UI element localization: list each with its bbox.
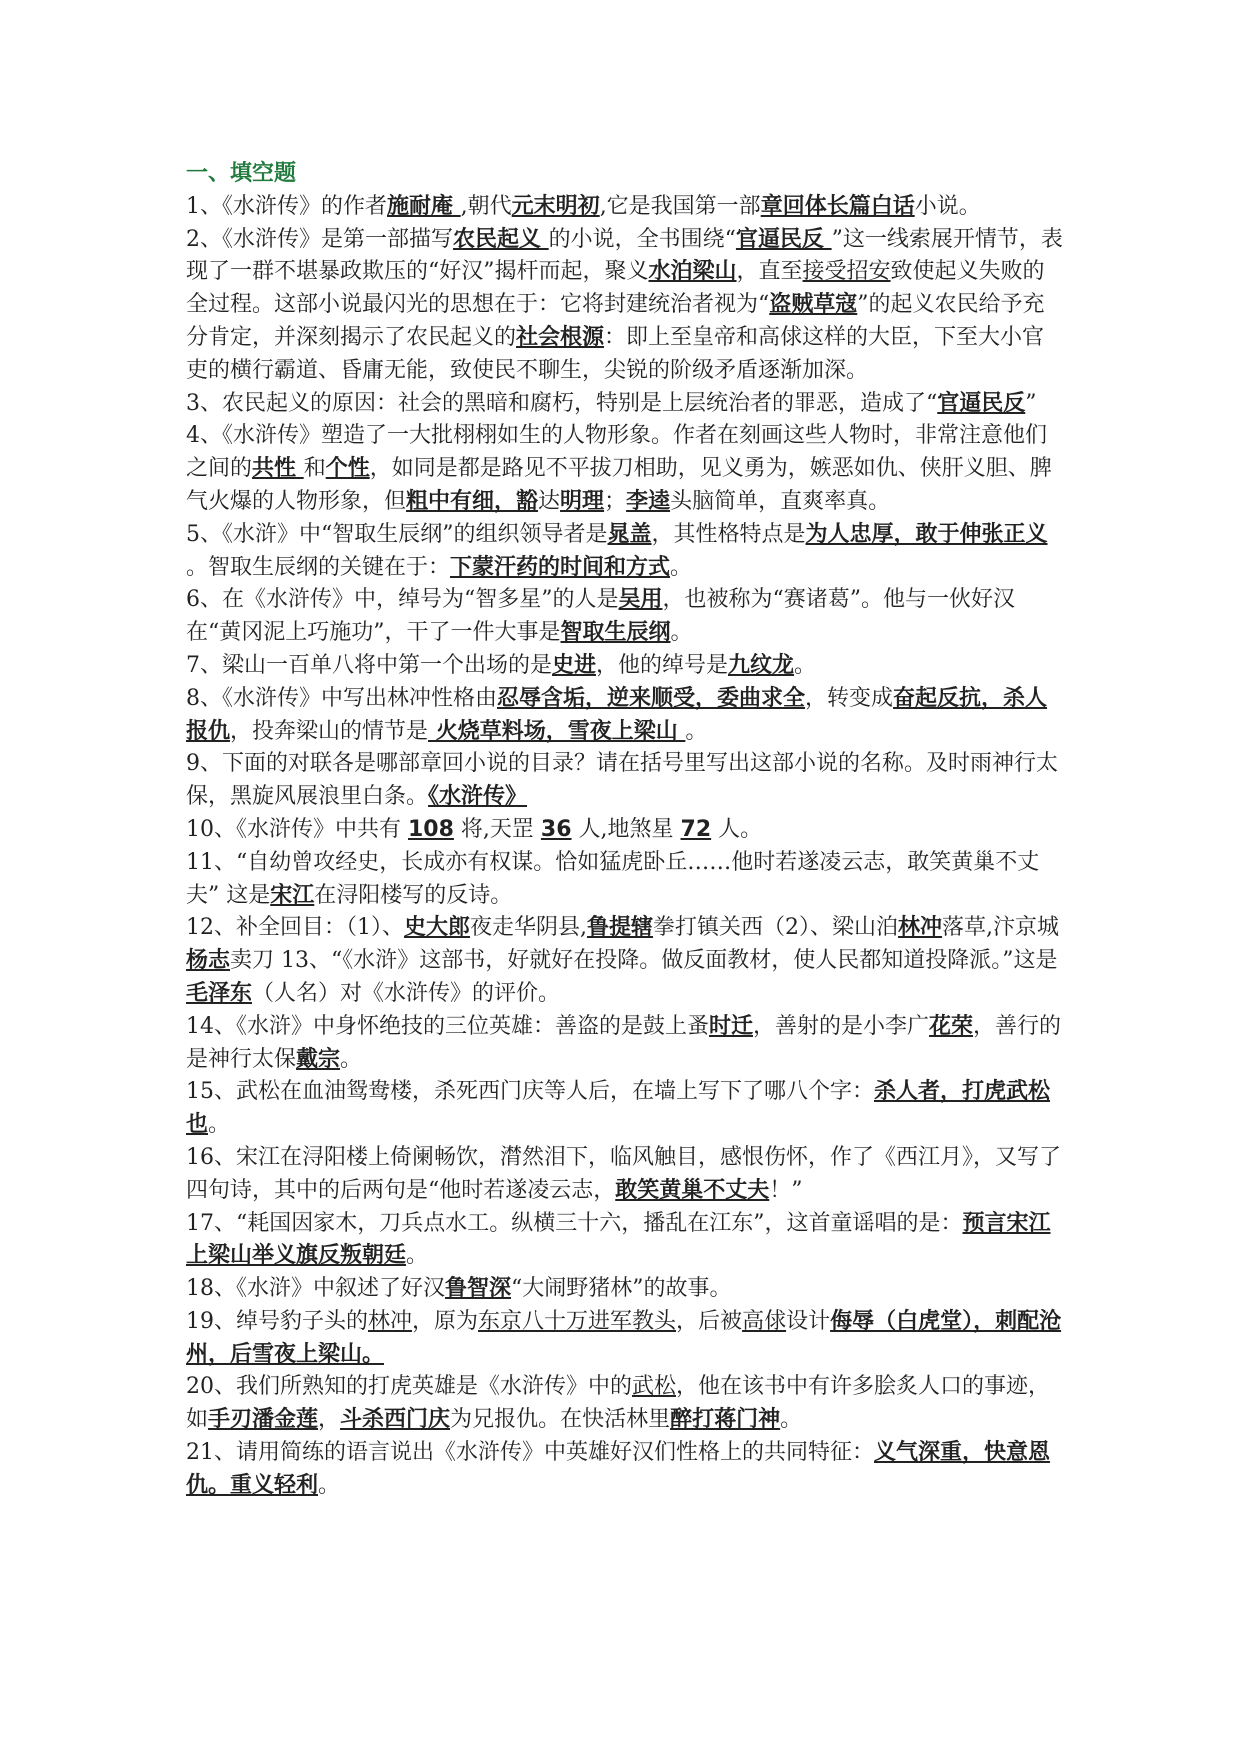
answer-blank: 手刃潘金莲 xyxy=(208,1407,319,1433)
answer-blank: 鲁智深 xyxy=(445,1276,512,1302)
question-item xyxy=(186,1371,1066,1437)
question-item xyxy=(186,1208,1066,1274)
question-text: 2、《水浒传》是第一部描写 xyxy=(186,226,453,252)
answer-blank: 忍辱含垢，逆来顺受，委曲求全 xyxy=(497,685,806,711)
answer-blank: 官逼民反 xyxy=(937,390,1026,416)
answer-blank: 林冲 xyxy=(898,915,943,941)
question-text: 20、我们所熟知的打虎英雄是《水浒传》中的 xyxy=(186,1374,632,1400)
answer-blank: 九纹龙 xyxy=(728,652,795,678)
question-text: 7、梁山一百单八将中第一个出场的是 xyxy=(186,652,552,678)
question-text: ,它是我国第一部 xyxy=(599,193,761,219)
answer-blank: 义气深重，快意恩仇。重义轻利 xyxy=(186,1440,1051,1498)
answer-blank: 花荣 xyxy=(929,1013,974,1039)
question-text: ，他的绰号是 xyxy=(596,652,729,678)
answer-blank: 72 xyxy=(680,816,712,842)
answer-blank: 官逼民反 xyxy=(735,226,832,252)
answer-blank: 吴用 xyxy=(618,587,663,613)
question-text: ！” xyxy=(769,1177,803,1203)
answer-blank: 社会根源 xyxy=(516,324,605,350)
question-text: 。 xyxy=(685,718,708,744)
answer-blank: 《水浒传》 xyxy=(428,784,528,810)
question-text: 。 xyxy=(318,1472,341,1498)
answer-blank: 明理 xyxy=(560,488,605,514)
answer-blank: 时迁 xyxy=(709,1013,754,1039)
question-text: ”的起义农民给予充分肯定，并深刻揭示了农民起义的 xyxy=(186,292,1045,350)
question-text: ，善行的是神行太保 xyxy=(186,1013,1062,1072)
question-item xyxy=(186,683,1066,749)
question-text: ，其性格特点是 xyxy=(651,521,806,547)
question-text: ,朝代 xyxy=(460,193,512,219)
question-text: 3、农民起义的原因：社会的黑暗和腐朽，特别是上层统治者的罪恶，造成了“ xyxy=(186,390,938,416)
answer-blank: 戴宗 xyxy=(296,1046,341,1072)
question-text: 4、《水浒传》塑造了一大批栩栩如生的人物形象。作者在刻画这些人物时，非常注意他们之间的 xyxy=(186,423,1048,482)
question-text: 致使起义失败的全过程。这部小说最闪光的思想在于：它将封建统治者视为“ xyxy=(186,259,1045,318)
underlined-answer: 接受招安 xyxy=(802,259,891,285)
question-text: ， xyxy=(318,1407,341,1433)
question-text: 。 xyxy=(670,620,693,646)
question-item xyxy=(186,912,1066,1010)
question-text: 小说。 xyxy=(914,193,981,219)
answer-blank: 水泊梁山 xyxy=(648,259,737,285)
answer-blank: 下蒙汗药的时间和方式 xyxy=(450,554,671,580)
answer-blank: 杨志 xyxy=(186,948,231,974)
question-text: 19、绰号豹子头的 xyxy=(186,1308,368,1334)
question-text: 。 xyxy=(340,1046,363,1072)
answer-blank: 共性 xyxy=(252,456,304,482)
underlined-answer: 武松 xyxy=(632,1374,677,1400)
question-text: 。 xyxy=(670,554,693,580)
question-item xyxy=(186,584,1066,650)
question-text: ，直至 xyxy=(736,259,803,285)
question-text: 18、《水浒》中叙述了好汉 xyxy=(186,1276,445,1302)
answer-blank: 108 xyxy=(408,816,454,842)
answer-blank: 36 xyxy=(540,816,572,842)
question-text: 达 xyxy=(538,488,561,514)
question-text: 拳打镇关西（2）、梁山泊 xyxy=(653,915,899,941)
question-text: 为兄报仇。在快活林里 xyxy=(450,1407,671,1433)
answer-blank: 醉打蒋门神 xyxy=(670,1407,781,1433)
answer-blank: 施耐庵 xyxy=(387,193,461,219)
question-text: 。 xyxy=(794,652,817,678)
question-text: ，善射的是小李广 xyxy=(753,1013,930,1039)
answer-blank: 毛泽东 xyxy=(186,980,253,1006)
question-text: 15、武松在血油鸳鸯楼，杀死西门庆等人后，在墙上写下了哪八个字： xyxy=(186,1079,874,1105)
answer-blank: 元末明初 xyxy=(511,193,600,219)
question-text: ：即上至皇帝和高俅这样的大臣，下至大小官吏的横行霸道、昏庸无能，致使民不聊生，尖锐的阶级矛盾逐渐加深。 xyxy=(186,324,1045,383)
question-list xyxy=(186,191,1066,1503)
answer-blank: 宋江 xyxy=(270,882,315,908)
question-text: 6、在《水浒传》中，绰号为“智多星”的人是 xyxy=(186,587,619,613)
question-text: 14、《水浒》中身怀绝技的三位英雄：善盗的是鼓上蚤 xyxy=(186,1013,709,1039)
answer-blank: 盗贼草寇 xyxy=(769,292,858,318)
question-item xyxy=(186,191,1066,224)
question-item xyxy=(186,650,1066,683)
answer-blank: 敢笑黄巢不丈夫 xyxy=(615,1177,770,1203)
question-text: ，后被 xyxy=(676,1308,743,1334)
answer-blank: 晁盖 xyxy=(607,521,652,547)
question-item xyxy=(186,224,1066,388)
question-text: 将,天罡 xyxy=(453,816,541,842)
underlined-answer: 高俅 xyxy=(742,1308,787,1334)
question-text: 5、《水浒》中“智取生辰纲”的组织领导者是 xyxy=(186,521,608,547)
question-item xyxy=(186,388,1066,421)
question-text: 人。 xyxy=(711,816,763,842)
question-text: 人,地煞星 xyxy=(571,816,681,842)
answer-blank: 侮辱（白虎堂），刺配沧州，后雪夜上梁山。 xyxy=(186,1308,1062,1367)
question-text: ”这一线索展开情节，表现了一群不堪暴政欺压的“好汉”揭杆而起，聚义 xyxy=(186,226,1063,285)
question-item xyxy=(186,1142,1066,1208)
answer-blank: 粗中有细，豁 xyxy=(406,488,539,514)
answer-blank: 农民起义 xyxy=(453,226,549,252)
question-text: 的小说，全书围绕“ xyxy=(548,226,736,252)
question-text: 在浔阳楼写的反诗。 xyxy=(314,882,513,908)
question-text: 和 xyxy=(303,456,326,482)
question-text: 头脑简单，直爽率真。 xyxy=(670,488,891,514)
question-item xyxy=(186,748,1066,814)
question-text: 17、“耗国因家木，刀兵点水工。纵横三十六，播乱在江东”，这首童谣唱的是： xyxy=(186,1210,963,1236)
answer-blank: 火烧草料场，雪夜上梁山 xyxy=(428,718,686,744)
answer-blank: 鲁提辖 xyxy=(587,915,654,941)
question-text: 12、补全回目：（1）、 xyxy=(186,915,404,941)
question-item xyxy=(186,1273,1066,1306)
answer-blank: 个性 xyxy=(325,456,370,482)
answer-blank: 预言宋江上梁山举义旗反叛朝廷 xyxy=(186,1210,1051,1269)
question-text: ，原为 xyxy=(412,1308,479,1334)
question-text: 设计 xyxy=(786,1308,831,1334)
question-text: ” xyxy=(1025,390,1037,416)
question-text: 10、《水浒传》中共有 xyxy=(186,816,408,842)
question-item xyxy=(186,814,1066,847)
question-text: 11、“自幼曾攻经史，长成亦有权谋。恰如猛虎卧丘……他时若遂凌云志，敢笑黄巢不丈夫” 这是 xyxy=(186,849,1040,908)
answer-blank: 杀人者，打虎武松也 xyxy=(186,1079,1051,1138)
question-text: （人名）对《水浒传》的评价。 xyxy=(252,980,561,1006)
question-text: 。 xyxy=(780,1407,803,1433)
question-text: 落草,汴京城 xyxy=(942,915,1060,941)
answer-blank: 智取生辰纲 xyxy=(560,620,671,646)
question-text: 1、《水浒传》的作者 xyxy=(186,193,387,219)
answer-blank: 李逵 xyxy=(626,488,671,514)
question-text: 。 xyxy=(406,1243,429,1269)
underlined-answer: 东京八十万进军教头 xyxy=(478,1308,677,1334)
question-text: 卖刀 13、“《水浒》这部书，好就好在投降。做反面教材，使人民都知道投降派。”这是 xyxy=(230,948,1058,974)
question-text: ，转变成 xyxy=(805,685,894,711)
question-text: 8、《水浒传》中写出林冲性格由 xyxy=(186,685,497,711)
question-text: 。 xyxy=(208,1112,231,1138)
question-item xyxy=(186,519,1066,585)
question-item xyxy=(186,420,1066,518)
question-text: 21、请用简练的语言说出《水浒传》中英雄好汉们性格上的共同特征： xyxy=(186,1440,874,1466)
answer-blank: 史大郎 xyxy=(404,915,471,941)
question-item xyxy=(186,847,1066,913)
question-text: ； xyxy=(604,488,627,514)
question-text: 9、下面的对联各是哪部章回小说的目录？请在括号里写出这部小说的名称。及时雨神行太保，黑旋风展浪里白条。 xyxy=(186,751,1059,810)
underlined-answer: 林冲 xyxy=(368,1308,413,1334)
question-text: 。智取生辰纲的关键在于： xyxy=(186,554,451,580)
answer-blank: 史进 xyxy=(552,652,597,678)
answer-blank: 章回体长篇白话 xyxy=(760,193,915,219)
question-text: “大闹野猪林”的故事。 xyxy=(511,1276,732,1302)
answer-blank: 奋起反抗，杀人报仇 xyxy=(186,685,1048,744)
question-item xyxy=(186,1306,1066,1372)
section-heading: 一、填空题 xyxy=(186,161,297,186)
question-text: ，他在该书中有许多脍炙人口的事迹，如 xyxy=(186,1374,1051,1433)
question-text: ，投奔梁山的情节是 xyxy=(230,718,429,744)
question-text: ，也被称为“赛诸葛”。他与一伙好汉在“黄冈泥上巧施功”，干了一件大事是 xyxy=(186,587,1016,646)
question-item xyxy=(186,1076,1066,1142)
question-text: 夜走华阴县, xyxy=(470,915,588,941)
question-text: 16、宋江在浔阳楼上倚阑畅饮，潸然泪下，临风触目，感恨伤怀，作了《西江月》，又写了四句诗，其中的后两句是“他时若遂凌云志， xyxy=(186,1144,1061,1203)
answer-blank: 斗杀西门庆 xyxy=(340,1407,451,1433)
question-item xyxy=(186,1011,1066,1077)
worksheet-page xyxy=(186,158,1066,1503)
question-item xyxy=(186,1437,1066,1503)
question-text: ，如同是都是路见不平拔刀相助，见义勇为，嫉恶如仇、侠肝义胆、脾气火爆的人物形象，但 xyxy=(186,456,1052,514)
answer-blank: 为人忠厚，敢于伸张正义 xyxy=(805,521,1048,547)
